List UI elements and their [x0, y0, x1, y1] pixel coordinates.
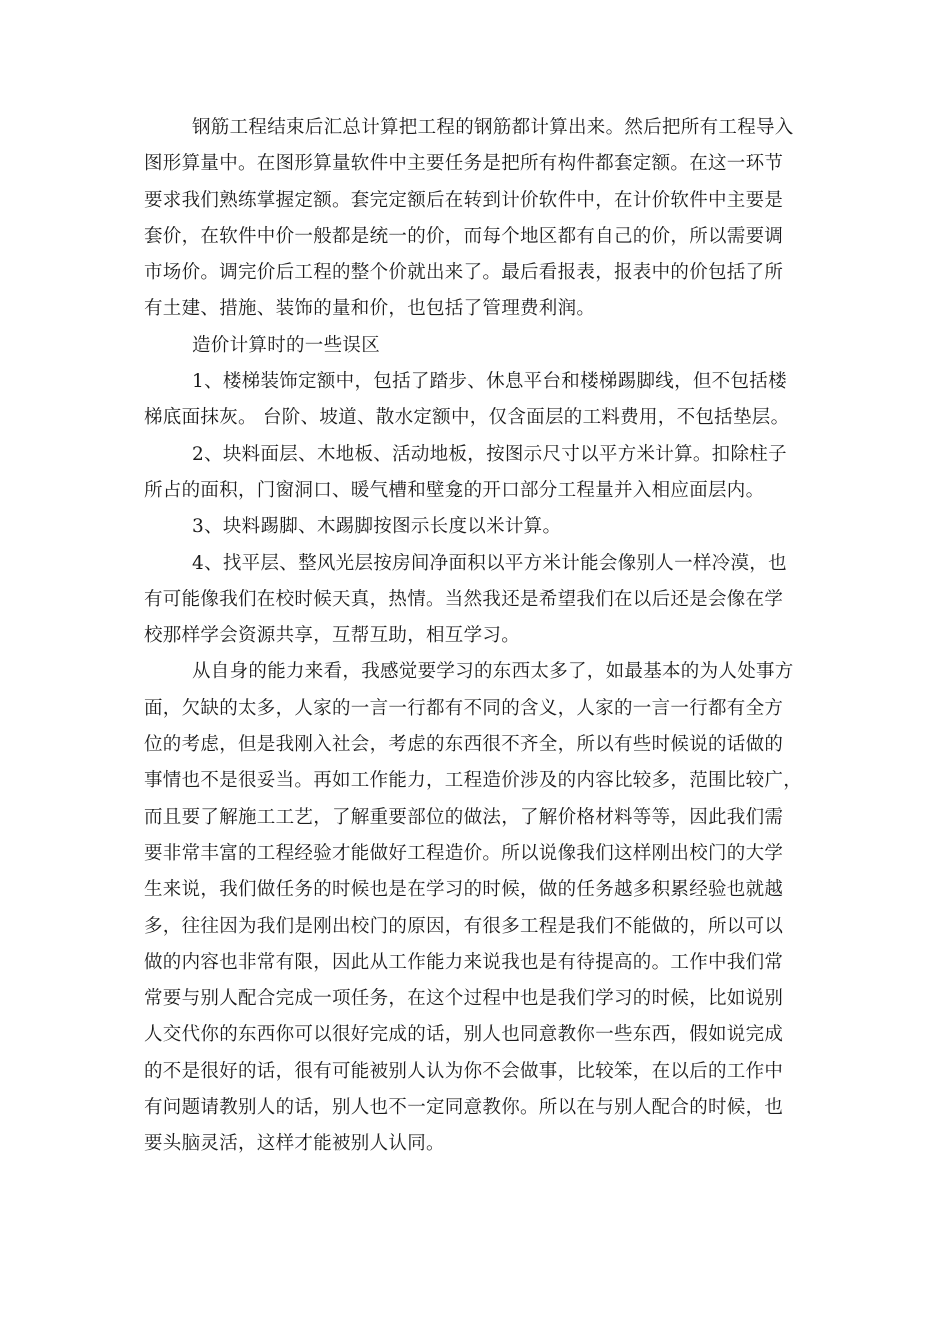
text-line: 梯底面抹灰。 台阶、坡道、散水定额中，仅含面层的工料费用，不包括垫层。: [144, 407, 790, 429]
text-line: 市场价。调完价后工程的整个价就出来了。最后看报表，报表中的价包括了所: [144, 262, 784, 284]
text-line: 4、找平层、整风光层按房间净面积以平方米计能会像别人一样冷漠，也: [192, 552, 787, 574]
text-line: 校那样学会资源共享，互帮互助，相互学习。: [144, 625, 521, 647]
text-line: 做的内容也非常有限，因此从工作能力来说我也是有待提高的。工作中我们常: [144, 951, 784, 973]
text-line: 有土建、措施、装饰的量和价，也包括了管理费利润。: [144, 298, 596, 320]
text-line: 钢筋工程结束后汇总计算把工程的钢筋都计算出来。然后把所有工程导入: [192, 117, 794, 138]
text-line: 从自身的能力来看，我感觉要学习的东西太多了，如最基本的为人处事方: [192, 661, 794, 683]
text-line: 生来说，我们做任务的时候也是在学习的时候，做的任务越多积累经验也就越: [144, 879, 784, 901]
text-line: 造价计算时的一些误区: [192, 334, 381, 356]
text-line: 面，欠缺的太多，人家的一言一行都有不同的含义，人家的一言一行都有全方: [144, 697, 784, 719]
text-line: 3、块料踢脚、木踢脚按图示长度以米计算。: [192, 516, 562, 538]
text-line: 要求我们熟练掌握定额。套完定额后在转到计价软件中，在计价软件中主要是: [144, 189, 784, 211]
text-line: 事情也不是很妥当。再如工作能力，工程造价涉及的内容比较多，范围比较广，: [144, 770, 803, 792]
document-body: [144, 110, 806, 1163]
text-line: 所占的面积，门窗洞口、暖气槽和壁龛的开口部分工程量并入相应面层内。: [144, 479, 765, 501]
text-line: 2、块料面层、木地板、活动地板，按图示尺寸以平方米计算。扣除柱子: [192, 443, 787, 465]
text-line: 常要与别人配合完成一项任务，在这个过程中也是我们学习的时候，比如说别: [144, 988, 784, 1010]
text-line: 多，往往因为我们是刚出校门的原因，有很多工程是我们不能做的，所以可以: [144, 915, 784, 937]
text-line: 的不是很好的话，很有可能被别人认为你不会做事，比较笨，在以后的工作中: [144, 1060, 784, 1082]
text-line: 有问题请教别人的话，别人也不一定同意教你。所以在与别人配合的时候，也: [144, 1097, 784, 1119]
text-line: 人交代你的东西你可以很好完成的话，别人也同意教你一些东西，假如说完成: [144, 1024, 784, 1046]
text-line: 位的考虑，但是我刚入社会，考虑的东西很不齐全，所以有些时候说的话做的: [144, 734, 784, 756]
text-line: 1、楼梯装饰定额中，包括了踏步、休息平台和楼梯踢脚线，但不包括楼: [192, 371, 787, 393]
text-line: 要头脑灵活，这样才能被别人认同。: [144, 1133, 445, 1155]
text-line: 有可能像我们在校时候天真，热情。当然我还是希望我们在以后还是会像在学: [144, 588, 784, 610]
text-line: 套价，在软件中价一般都是统一的价，而每个地区都有自己的价，所以需要调: [144, 225, 784, 247]
text-line: 要非常丰富的工程经验才能做好工程造价。所以说像我们这样刚出校门的大学: [144, 842, 784, 864]
text-line: 图形算量中。在图形算量软件中主要任务是把所有构件都套定额。在这一环节: [144, 153, 784, 175]
text-line: 而且要了解施工工艺，了解重要部位的做法，了解价格材料等等，因此我们需: [144, 806, 784, 828]
